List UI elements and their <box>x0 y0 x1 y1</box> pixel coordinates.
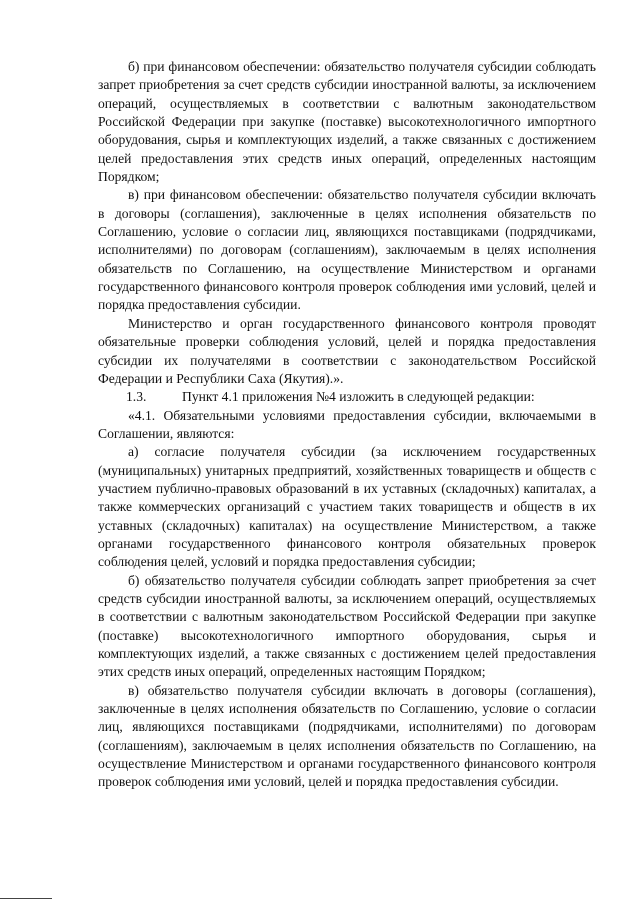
item-1-3 <box>98 388 596 406</box>
paragraph-financing-contract-condition: в) при финансовом обеспечении: обязательство получателя субсидии включать в договоры (соглашения), заключенные в целях исполнения обязательств по Соглашению, условие о согласии лиц, являющихся поставщиками (подрядчиками, исполнителями) по договорам (соглашениям), заключаемым в целях исполнения обязательств по Соглашению, на осуществление Министерством и органами государственного финансового контроля проверок соблюдения ими условий, целей и порядка предоставления субсидии. <box>98 187 596 313</box>
paragraph-clause-b-currency-ban: б) обязательство получателя субсидии соблюдать запрет приобретения за счет средств субсидии иностранной валюты, за исключением операций, осуществляемых в соответствии с валютным законодательством Российской Федерации при закупке (поставке) высокотехнологичного импортного оборудования, сырья и комплектующих изделий, а также связанных с достижением целей предоставления этих средств иных операций, определенных настоящим Порядком; <box>98 572 596 680</box>
footer-divider <box>0 898 52 899</box>
item-1-3-text: Пункт 4.1 приложения №4 изложить в следующей редакции: <box>182 389 535 405</box>
paragraph-mandatory-checks: Министерство и орган государственного финансового контроля проводят обязательные проверки соблюдения условий, целей и порядка предоставления субсидии их получателями в соответствии с законодательством Российской Федерации и Республики Саха (Якутия).». <box>98 315 596 386</box>
paragraph-clause-a-consent: а) согласие получателя субсидии (за исключением государственных (муниципальных) унитарных предприятий, хозяйственных товариществ и обществ с участием публично-правовых образований в их уставных (складочных) капиталах, а также коммерческих организаций с участием таких товариществ и обществ в их уставных (складочных) капиталах) на осуществление Министерством, а также органами государственного финансового контроля обязательных проверок соблюдения целей, условий и порядка предоставления субсидии; <box>98 444 596 570</box>
paragraph-financing-currency-ban: б) при финансовом обеспечении: обязательство получателя субсидии соблюдать запрет приобретения за счет средств субсидии иностранной валюты, за исключением операций, осуществляемых в соответствии с валютным законодательством Российской Федерации при закупке (поставке) высокотехнологичного импортного оборудования, сырья и комплектующих изделий, а также связанных с достижением целей предоставления этих средств иных операций, определенных настоящим Порядком; <box>98 59 596 185</box>
paragraph-clause-4-1: «4.1. Обязательными условиями предоставления субсидии, включаемыми в Соглашении, являются: <box>98 407 596 441</box>
paragraph-clause-c-contract-condition: в) обязательство получателя субсидии включать в договоры (соглашения), заключенные в целях исполнения обязательств по Соглашению, условие о согласии лиц, являющихся поставщиками (подрядчиками, исполнителями) по договорам (соглашениям), заключаемым в целях исполнения обязательств по Соглашению, на осуществление Министерством и органами государственного финансового контроля проверок соблюдения ими условий, целей и порядка предоставления субсидии. <box>98 682 596 790</box>
document-body <box>98 58 596 792</box>
item-1-3-number: 1.3. <box>126 389 147 405</box>
